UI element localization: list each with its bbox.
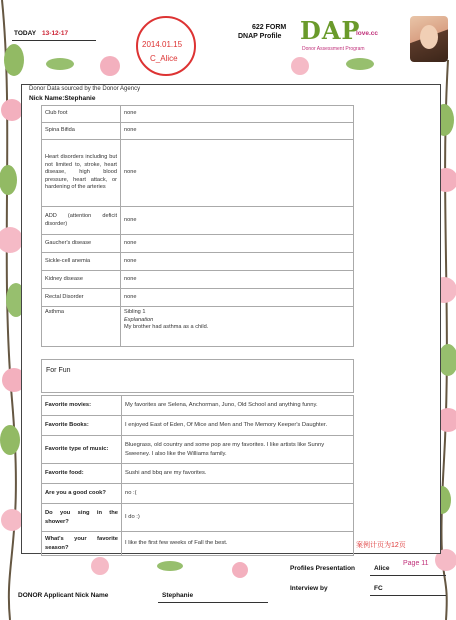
table-row bbox=[42, 504, 354, 532]
condition-label: Gaucher's disease bbox=[42, 235, 121, 253]
for-fun-heading: For Fun bbox=[46, 367, 71, 374]
favorite-value: I like the first few weeks of Fall the best. bbox=[122, 532, 354, 556]
condition-value: none bbox=[121, 106, 354, 123]
condition-value: none bbox=[121, 140, 354, 207]
interview-underline bbox=[370, 595, 446, 596]
asthma-explanation-label: Explanation bbox=[124, 316, 154, 323]
today-underline bbox=[12, 40, 96, 41]
data-source-line: Donor Data sourced by the Donor Agency bbox=[29, 86, 141, 92]
table-row bbox=[42, 396, 354, 416]
condition-label: ADD (attention deficit disorder) bbox=[42, 207, 121, 235]
condition-label: Asthma bbox=[42, 307, 121, 347]
favorite-label: Favorite movies: bbox=[42, 396, 122, 416]
condition-label: Sickle-cell anemia bbox=[42, 253, 121, 271]
condition-value: none bbox=[121, 289, 354, 307]
favorite-label: What's your favorite season? bbox=[42, 532, 122, 556]
donor-photo bbox=[410, 16, 448, 62]
condition-value: none bbox=[121, 271, 354, 289]
condition-label: Heart disorders including but not limited to, stroke, heart disease, high blood pressure, heart attack, or hardening of the arteries bbox=[42, 140, 121, 207]
favorites-table bbox=[41, 395, 354, 556]
table-row bbox=[42, 207, 354, 235]
favorite-value: no :( bbox=[122, 484, 354, 504]
table-row bbox=[42, 235, 354, 253]
table-row bbox=[42, 484, 354, 504]
form-subtitle: DNAP Profile bbox=[238, 33, 282, 40]
condition-value: none bbox=[121, 123, 354, 140]
condition-label: Club foot bbox=[42, 106, 121, 123]
favorite-label: Do you sing in the shower? bbox=[42, 504, 122, 532]
favorite-label: Favorite food: bbox=[42, 464, 122, 484]
interview-by-value: FC bbox=[374, 585, 383, 592]
profiles-presentation-label: Profiles Presentation bbox=[290, 565, 356, 572]
stamp-name: C_Alice bbox=[150, 54, 178, 63]
asthma-explanation: My brother had asthma as a child. bbox=[124, 324, 209, 331]
favorite-label: Are you a good cook? bbox=[42, 484, 122, 504]
favorite-value: Sushi and bbq are my favorites. bbox=[122, 464, 354, 484]
favorite-value: My favorites are Selena, Anchorman, Juno, Old School and anything funny. bbox=[122, 396, 354, 416]
table-row bbox=[42, 253, 354, 271]
applicant-underline bbox=[158, 602, 268, 603]
applicant-nick-label: DONOR Applicant Nick Name bbox=[18, 592, 109, 599]
table-row bbox=[42, 123, 354, 140]
nick-name-line: Nick Name:Stephanie bbox=[29, 95, 96, 102]
condition-value: none bbox=[121, 207, 354, 235]
table-row bbox=[42, 464, 354, 484]
page-count-watermark: 案例计页为12页 bbox=[356, 542, 406, 549]
interview-by-label: Interview by bbox=[290, 585, 328, 592]
table-row bbox=[42, 307, 354, 347]
for-fun-header-box bbox=[41, 359, 354, 393]
favorite-value: I enjoyed East of Eden, Of Mice and Men and The Memory Keeper's Daughter. bbox=[122, 416, 354, 436]
table-row bbox=[42, 436, 354, 464]
form-title: 622 FORM bbox=[252, 24, 287, 31]
logo-suffix: love.cc bbox=[356, 30, 379, 37]
table-row bbox=[42, 416, 354, 436]
stamp-date: 2014.01.15 bbox=[142, 40, 183, 49]
dap-logo bbox=[300, 18, 408, 54]
profiles-underline bbox=[370, 575, 446, 576]
table-row bbox=[42, 289, 354, 307]
table-row bbox=[42, 106, 354, 123]
page-number: Page 11 bbox=[403, 560, 429, 567]
medical-conditions-table bbox=[41, 105, 354, 347]
logo-text: DAP bbox=[300, 16, 361, 45]
date-stamp bbox=[136, 16, 196, 76]
table-row bbox=[42, 532, 354, 556]
favorite-label: Favorite Books: bbox=[42, 416, 122, 436]
condition-label: Kidney disease bbox=[42, 271, 121, 289]
condition-value: none bbox=[121, 253, 354, 271]
condition-label: Spina Bifida bbox=[42, 123, 121, 140]
applicant-nick-value: Stephanie bbox=[162, 592, 194, 599]
logo-tagline: Donor Assessment Program bbox=[302, 46, 365, 52]
today-date-label bbox=[14, 30, 68, 37]
favorite-label: Favorite type of music: bbox=[42, 436, 122, 464]
condition-label: Rectal Disorder bbox=[42, 289, 121, 307]
favorite-value: Bluegrass, old country and some pop are my favorites. I like artists like Sunny Sweeney. I also like the Williams family. bbox=[122, 436, 354, 464]
today-label: TODAY bbox=[14, 30, 37, 37]
table-row bbox=[42, 140, 354, 207]
asthma-relation: Sibling 1 bbox=[124, 309, 146, 315]
profiles-presentation-value: Alice bbox=[374, 565, 390, 572]
today-date: 13-12-17 bbox=[42, 30, 69, 37]
condition-value: none bbox=[121, 235, 354, 253]
asthma-details bbox=[121, 307, 354, 347]
table-row bbox=[42, 271, 354, 289]
favorite-value: I do :) bbox=[122, 504, 354, 532]
